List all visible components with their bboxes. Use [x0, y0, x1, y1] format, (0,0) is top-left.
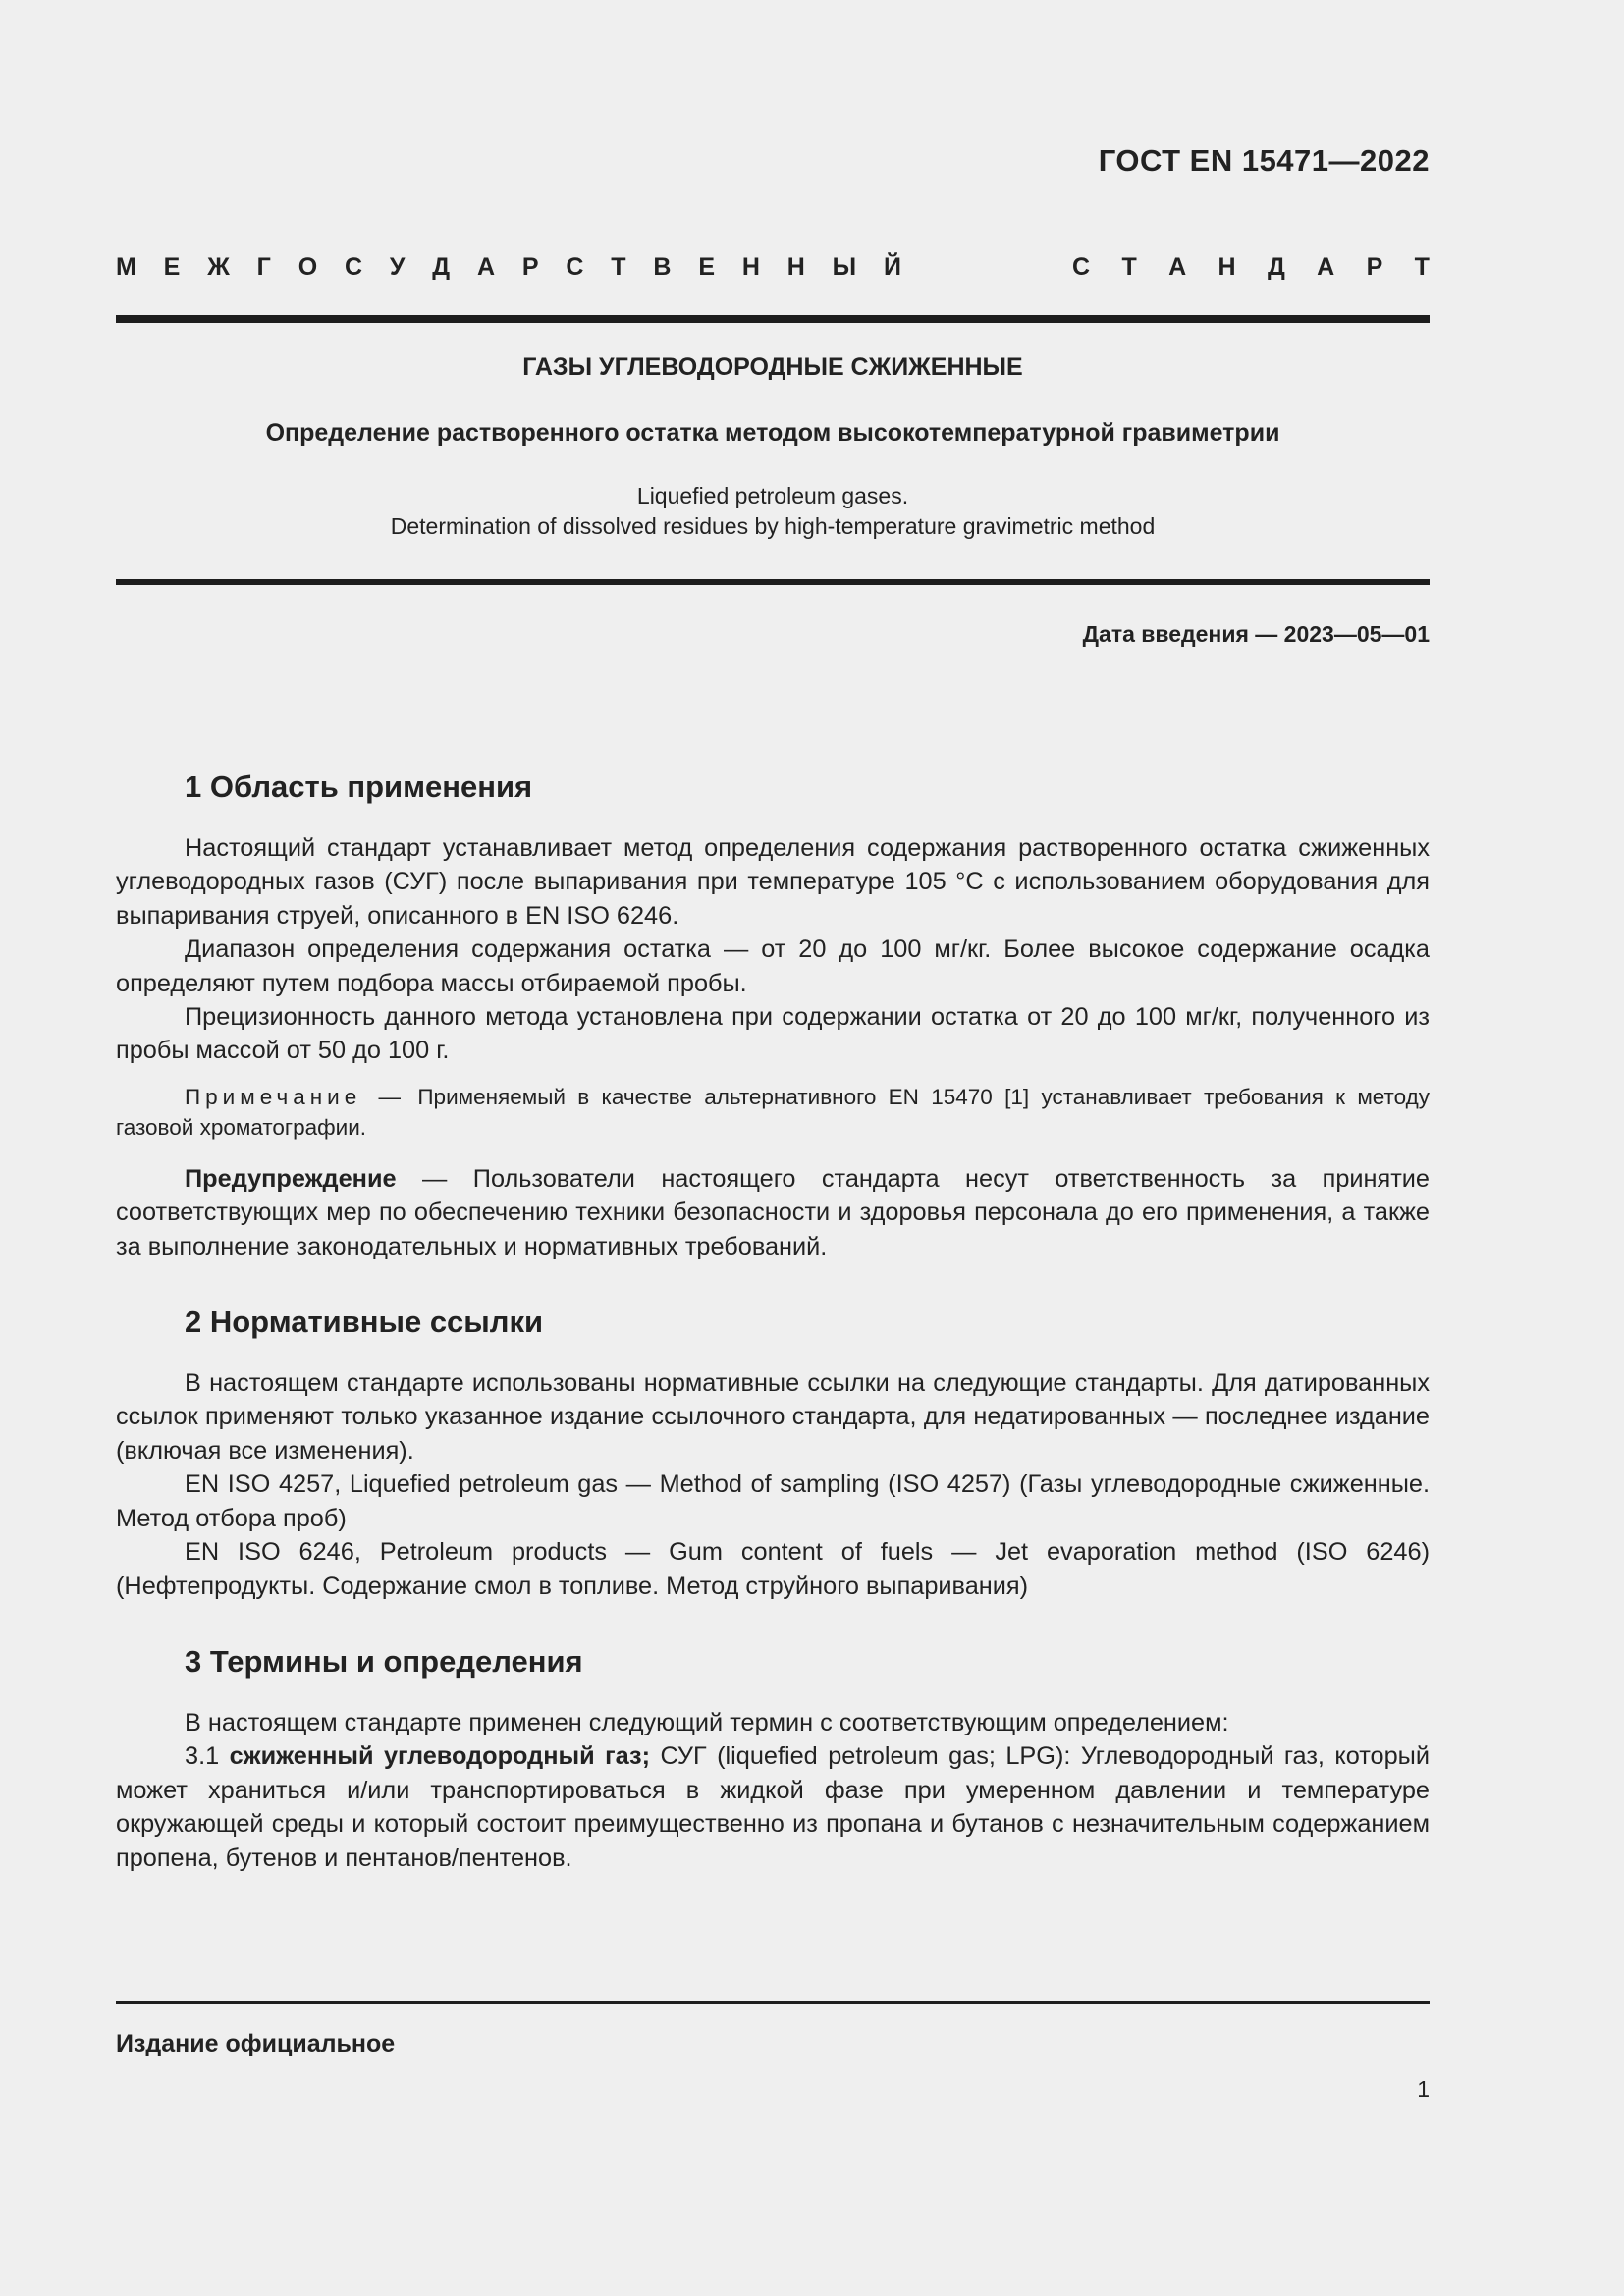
- standard-type-letter: А: [1317, 253, 1335, 281]
- standard-type-letter: С: [566, 253, 584, 281]
- standard-type-letter: Н: [786, 253, 805, 281]
- paragraph: Настоящий стандарт устанавливает метод определения содержания растворенного остатка сжиженных углеводородных газов (СУГ) после выпаривания при температуре 105 °С с использованием оборудования для выпаривания струей, описанного в EN ISO 6246.: [116, 834, 1430, 930]
- standard-type-letter: Н: [1218, 253, 1236, 281]
- section-normative-references: [116, 1301, 1430, 1603]
- document-page: [116, 0, 1430, 2296]
- section-heading: 1 Область применения: [185, 770, 533, 804]
- standard-type-letter: А: [1168, 253, 1187, 281]
- english-title: [116, 481, 1430, 542]
- standard-type-right: [1072, 253, 1430, 282]
- standard-type-letter: С: [344, 253, 363, 281]
- title-bottom-divider: [116, 579, 1430, 585]
- paragraph: В настоящем стандарте применен следующий термин с соответствующим определением:: [185, 1708, 1229, 1736]
- warning-text: — Пользователи настоящего стандарта несут ответственность за принятие соответствующих мер по обеспечению техники безопасности и здоровья персонала до его применения, а также за выполнение законодательных и нормативных требований.: [116, 1164, 1430, 1260]
- note-text: Применяемый в качестве альтернативного EN 15470 [1] устанавливает требования к методу газовой хроматографии.: [116, 1084, 1431, 1140]
- edition-label: Издание официальное: [116, 2030, 396, 2057]
- section-terms-and-definitions: [116, 1640, 1430, 1875]
- document-subtitle: Определение растворенного остатка методом высокотемпературной гравиметрии: [265, 419, 1280, 447]
- page-number: 1: [1417, 2076, 1430, 2102]
- section-heading: 2 Нормативные ссылки: [185, 1305, 544, 1340]
- standard-type-letter: У: [389, 253, 406, 281]
- document-title: ГАЗЫ УГЛЕВОДОРОДНЫЕ СЖИЖЕННЫЕ: [522, 353, 1023, 381]
- standard-type-letter: Д: [1267, 253, 1285, 281]
- standard-type-heading: [116, 253, 1430, 282]
- standard-type-letter: Г: [256, 253, 271, 281]
- standard-type-letter: Ж: [207, 253, 230, 281]
- term-definition: [116, 1739, 1430, 1875]
- standard-type-letter: Т: [611, 253, 626, 281]
- reference-item: EN ISO 4257, Liquefied petroleum gas — Method of sampling (ISO 4257) (Газы углеводородные сжиженные. Метод отбора проб): [116, 1470, 1430, 1532]
- standard-type-letter: Т: [1121, 253, 1137, 281]
- standard-type-letter: Е: [163, 253, 181, 281]
- warning-label: Предупреждение: [185, 1164, 397, 1193]
- english-title-line-2: Determination of dissolved residues by high-temperature gravimetric method: [390, 513, 1156, 539]
- standard-type-letter: С: [1072, 253, 1091, 281]
- warning: [116, 1162, 1430, 1263]
- section-heading: 3 Термины и определения: [185, 1643, 583, 1679]
- standard-type-letter: О: [298, 253, 318, 281]
- standard-type-letter: Й: [884, 253, 901, 281]
- document-body: [116, 766, 1430, 1875]
- standard-type-letter: Р: [1366, 253, 1383, 281]
- paragraph: Диапазон определения содержания остатка — от 20 до 100 мг/кг. Более высокое содержание осадка определяют путем подбора массы отбираемой пробы.: [116, 935, 1430, 997]
- standard-type-letter: Ы: [832, 253, 857, 281]
- standard-type-letter: В: [653, 253, 672, 281]
- term-definition-text: СУГ (liquefied petroleum gas; LPG): Углеводородный газ, который может храниться и/или транспортироваться в жидкой фазе при умеренном давлении и температуре окружающей среды и который состоит преимущественно из пропана и бутанов с незначительным содержанием пропена, бутенов и пентанов/пентенов.: [116, 1742, 1430, 1872]
- note: [116, 1082, 1430, 1143]
- standard-type-letter: Е: [698, 253, 716, 281]
- standard-type-left: [116, 253, 901, 282]
- standard-type-letter: Д: [432, 253, 451, 281]
- introduction-date: Дата введения — 2023—05—01: [1082, 621, 1430, 647]
- reference-item: EN ISO 6246, Petroleum products — Gum content of fuels — Jet evaporation method (ISO 6246) (Нефтепродукты. Содержание смол в топливе. Метод струйного выпаривания): [116, 1538, 1430, 1600]
- english-title-line-1: Liquefied petroleum gases.: [636, 483, 909, 508]
- standard-type-letter: А: [476, 253, 496, 281]
- standard-type-letter: М: [116, 253, 136, 281]
- note-label: Примечание —: [185, 1084, 406, 1109]
- top-divider: [116, 315, 1430, 323]
- paragraph: В настоящем стандарте использованы нормативные ссылки на следующие стандарты. Для датированных ссылок применяют только указанное издание ссылочного стандарта, для недатированных — последнее издание (включая все изменения).: [116, 1369, 1430, 1465]
- footer-divider: [116, 2001, 1430, 2004]
- standard-type-letter: Н: [741, 253, 760, 281]
- paragraph: Прецизионность данного метода установлена при содержании остатка от 20 до 100 мг/кг, полученного из пробы массой от 50 до 100 г.: [116, 1003, 1430, 1065]
- term: сжиженный углеводородный газ;: [229, 1742, 651, 1771]
- standard-type-letter: Р: [521, 253, 539, 281]
- document-number: ГОСТ EN 15471—2022: [1098, 143, 1430, 178]
- term-number: 3.1: [185, 1742, 230, 1771]
- section-scope: [116, 766, 1430, 1263]
- standard-type-letter: Т: [1414, 253, 1430, 281]
